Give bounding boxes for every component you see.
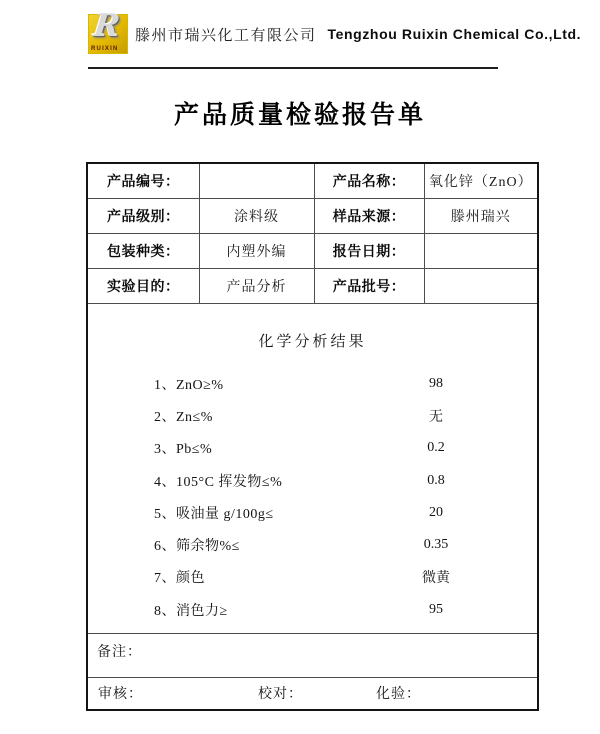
info-value: 涂料级: [199, 198, 314, 233]
item-label: 8、消色力≥: [154, 603, 228, 619]
remarks-row: [87, 633, 538, 677]
info-label: 产品批号：: [314, 268, 424, 303]
info-row-product-grade: [87, 198, 538, 233]
info-label: 产品级别：: [87, 198, 199, 233]
page-title: 产品质量检验报告单: [173, 101, 426, 129]
analysis-item: [88, 400, 537, 432]
info-label: 实验目的：: [87, 268, 199, 303]
info-value: [424, 233, 538, 268]
logo-letter: R: [92, 8, 122, 44]
item-label: 1、ZnO≥%: [154, 377, 224, 393]
item-value: 微黄: [422, 571, 450, 587]
item-label: 2、Zn≤%: [154, 409, 213, 425]
analysis-item: [88, 368, 537, 400]
item-value: 0.8: [427, 472, 445, 488]
item-label: 4、105°C 挥发物≤%: [154, 474, 283, 490]
logo-caption: RUIXIN: [91, 46, 119, 52]
signature-assay-label: 化验：: [376, 687, 421, 703]
signature-review-label: 审核：: [98, 687, 143, 703]
info-label: 产品名称：: [314, 163, 424, 198]
item-value: 98: [429, 375, 443, 391]
analysis-section: [87, 303, 538, 633]
item-label: 6、筛余物%≤: [154, 539, 240, 555]
info-value: 滕州瑞兴: [424, 198, 538, 233]
item-value: 0.2: [427, 440, 445, 456]
company-name-cn: 滕州市瑞兴化工有限公司: [135, 27, 317, 44]
item-value: 95: [429, 601, 443, 617]
info-label: 报告日期：: [314, 233, 424, 268]
info-label: 样品来源：: [314, 198, 424, 233]
company-name-en: Tengzhou Ruixin Chemical Co.,Ltd.: [327, 26, 582, 42]
item-label: 7、颜色: [154, 571, 205, 587]
remarks-cell: [87, 633, 538, 677]
info-value: [424, 268, 538, 303]
analysis-item: [88, 497, 537, 529]
remarks-label: 备注：: [97, 644, 142, 660]
analysis-row: [87, 303, 538, 633]
item-value: 0.35: [423, 537, 449, 553]
analysis-item: [88, 561, 537, 593]
info-value: 内塑外编: [199, 233, 314, 268]
signature-row: [87, 677, 538, 710]
item-label: 3、Pb≤%: [154, 442, 213, 458]
info-row-packaging: [87, 233, 538, 268]
info-value: 氧化锌（ZnO）: [424, 163, 538, 198]
company-header: [88, 8, 582, 54]
analysis-item: [88, 464, 537, 496]
analysis-item: [88, 529, 537, 561]
header-divider: [88, 67, 498, 69]
analysis-section-title: 化学分析结果: [258, 333, 367, 350]
report-table: [86, 162, 539, 711]
info-row-product-code: [87, 163, 538, 198]
info-value: [199, 163, 314, 198]
info-label: 包装种类：: [87, 233, 199, 268]
signature-proofread-label: 校对：: [258, 687, 303, 703]
signature-cell: [87, 677, 538, 710]
analysis-items: [88, 368, 537, 626]
item-value: 无: [429, 409, 443, 425]
item-value: 20: [429, 504, 443, 520]
item-label: 5、吸油量 g/100g≤: [154, 506, 274, 522]
company-logo: [88, 8, 128, 54]
info-value: 产品分析: [199, 268, 314, 303]
analysis-item: [88, 432, 537, 464]
info-label: 产品编号：: [87, 163, 199, 198]
analysis-item: [88, 594, 537, 626]
info-row-purpose: [87, 268, 538, 303]
